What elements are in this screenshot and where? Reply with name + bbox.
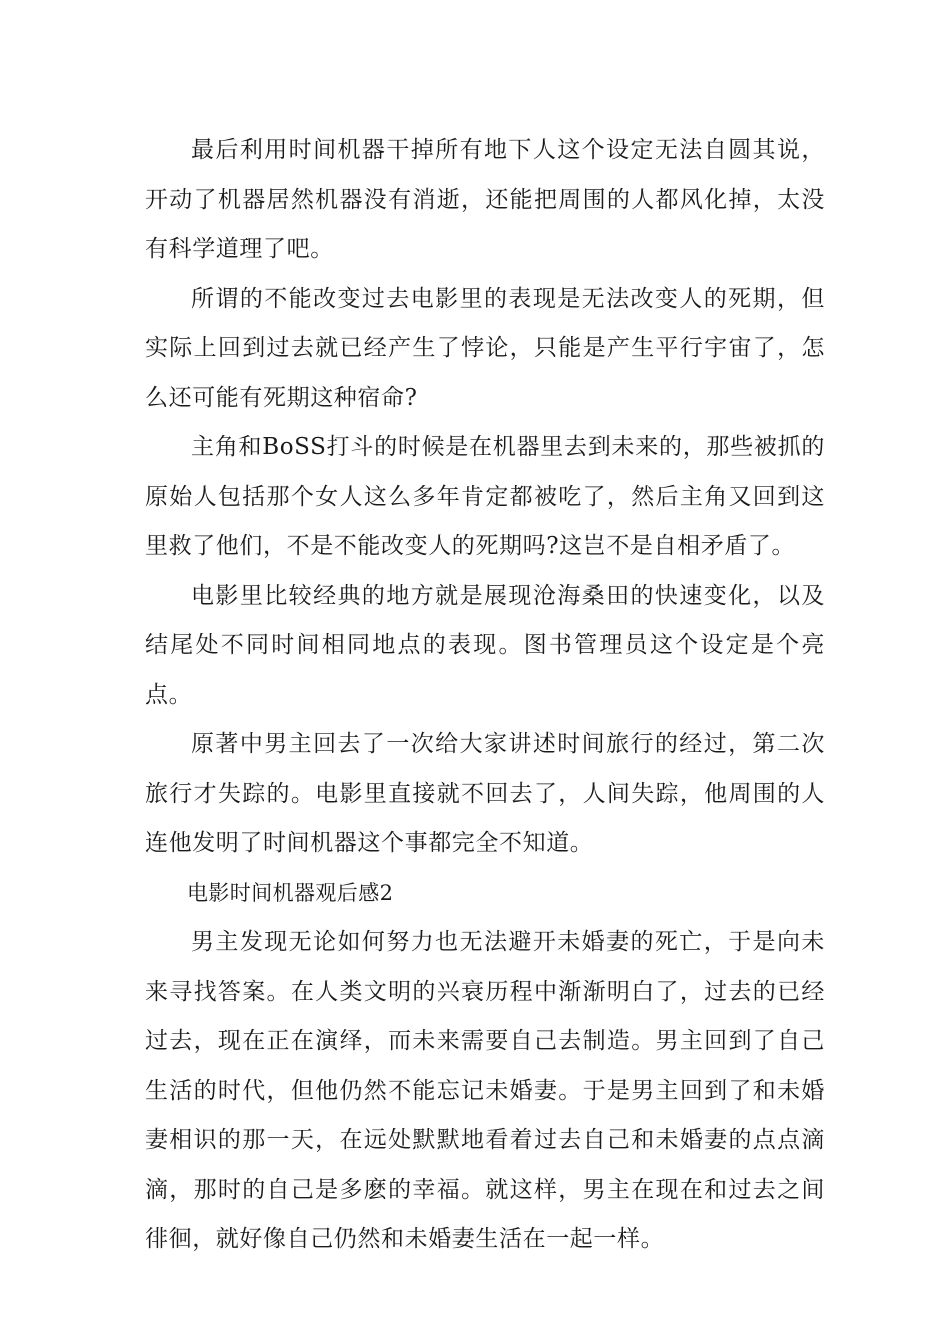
section-paragraph-1: 男主发现无论如何努力也无法避开未婚妻的死亡，于是向未来寻找答案。在人类文明的兴衰历程中渐渐明白了，过去的已经过去，现在正在演绎，而未来需要自己去制造。男主回到了自己生活的时代，但他仍然不能忘记未婚妻。于是男主回到了和未婚妻相识的那一天，在远处默默地看着过去自己和未婚妻的点点滴滴，那时的自己是多麽的幸福。就这样，男主在现在和过去之间徘徊，就好像自己仍然和未婚妻生活在一起一样。: [145, 929, 825, 1252]
document-page: [145, 126, 825, 1265]
paragraph-1: 最后利用时间机器干掉所有地下人这个设定无法自圆其说，开动了机器居然机器没有消逝，还能把周围的人都风化掉，太没有科学道理了吧。: [145, 137, 825, 262]
paragraph-4: 电影里比较经典的地方就是展现沧海桑田的快速变化，以及结尾处不同时间相同地点的表现。图书管理员这个设定是个亮点。: [145, 582, 825, 708]
paragraph-2: 所谓的不能改变过去电影里的表现是无法改变人的死期，但实际上回到过去就已经产生了悖论，只能是产生平行宇宙了，怎么还可能有死期这种宿命?: [145, 285, 825, 411]
section-title: 电影时间机器观后感2: [187, 880, 394, 905]
paragraph-5: 原著中男主回去了一次给大家讲述时间旅行的经过，第二次旅行才失踪的。电影里直接就不回去了，人间失踪，他周围的人连他发明了时间机器这个事都完全不知道。: [145, 731, 825, 856]
paragraph-3: 主角和BoSS打斗的时候是在机器里去到未来的，那些被抓的原始人包括那个女人这么多年肯定都被吃了，然后主角又回到这里救了他们，不是不能改变人的死期吗?这岂不是自相矛盾了。: [145, 434, 825, 559]
